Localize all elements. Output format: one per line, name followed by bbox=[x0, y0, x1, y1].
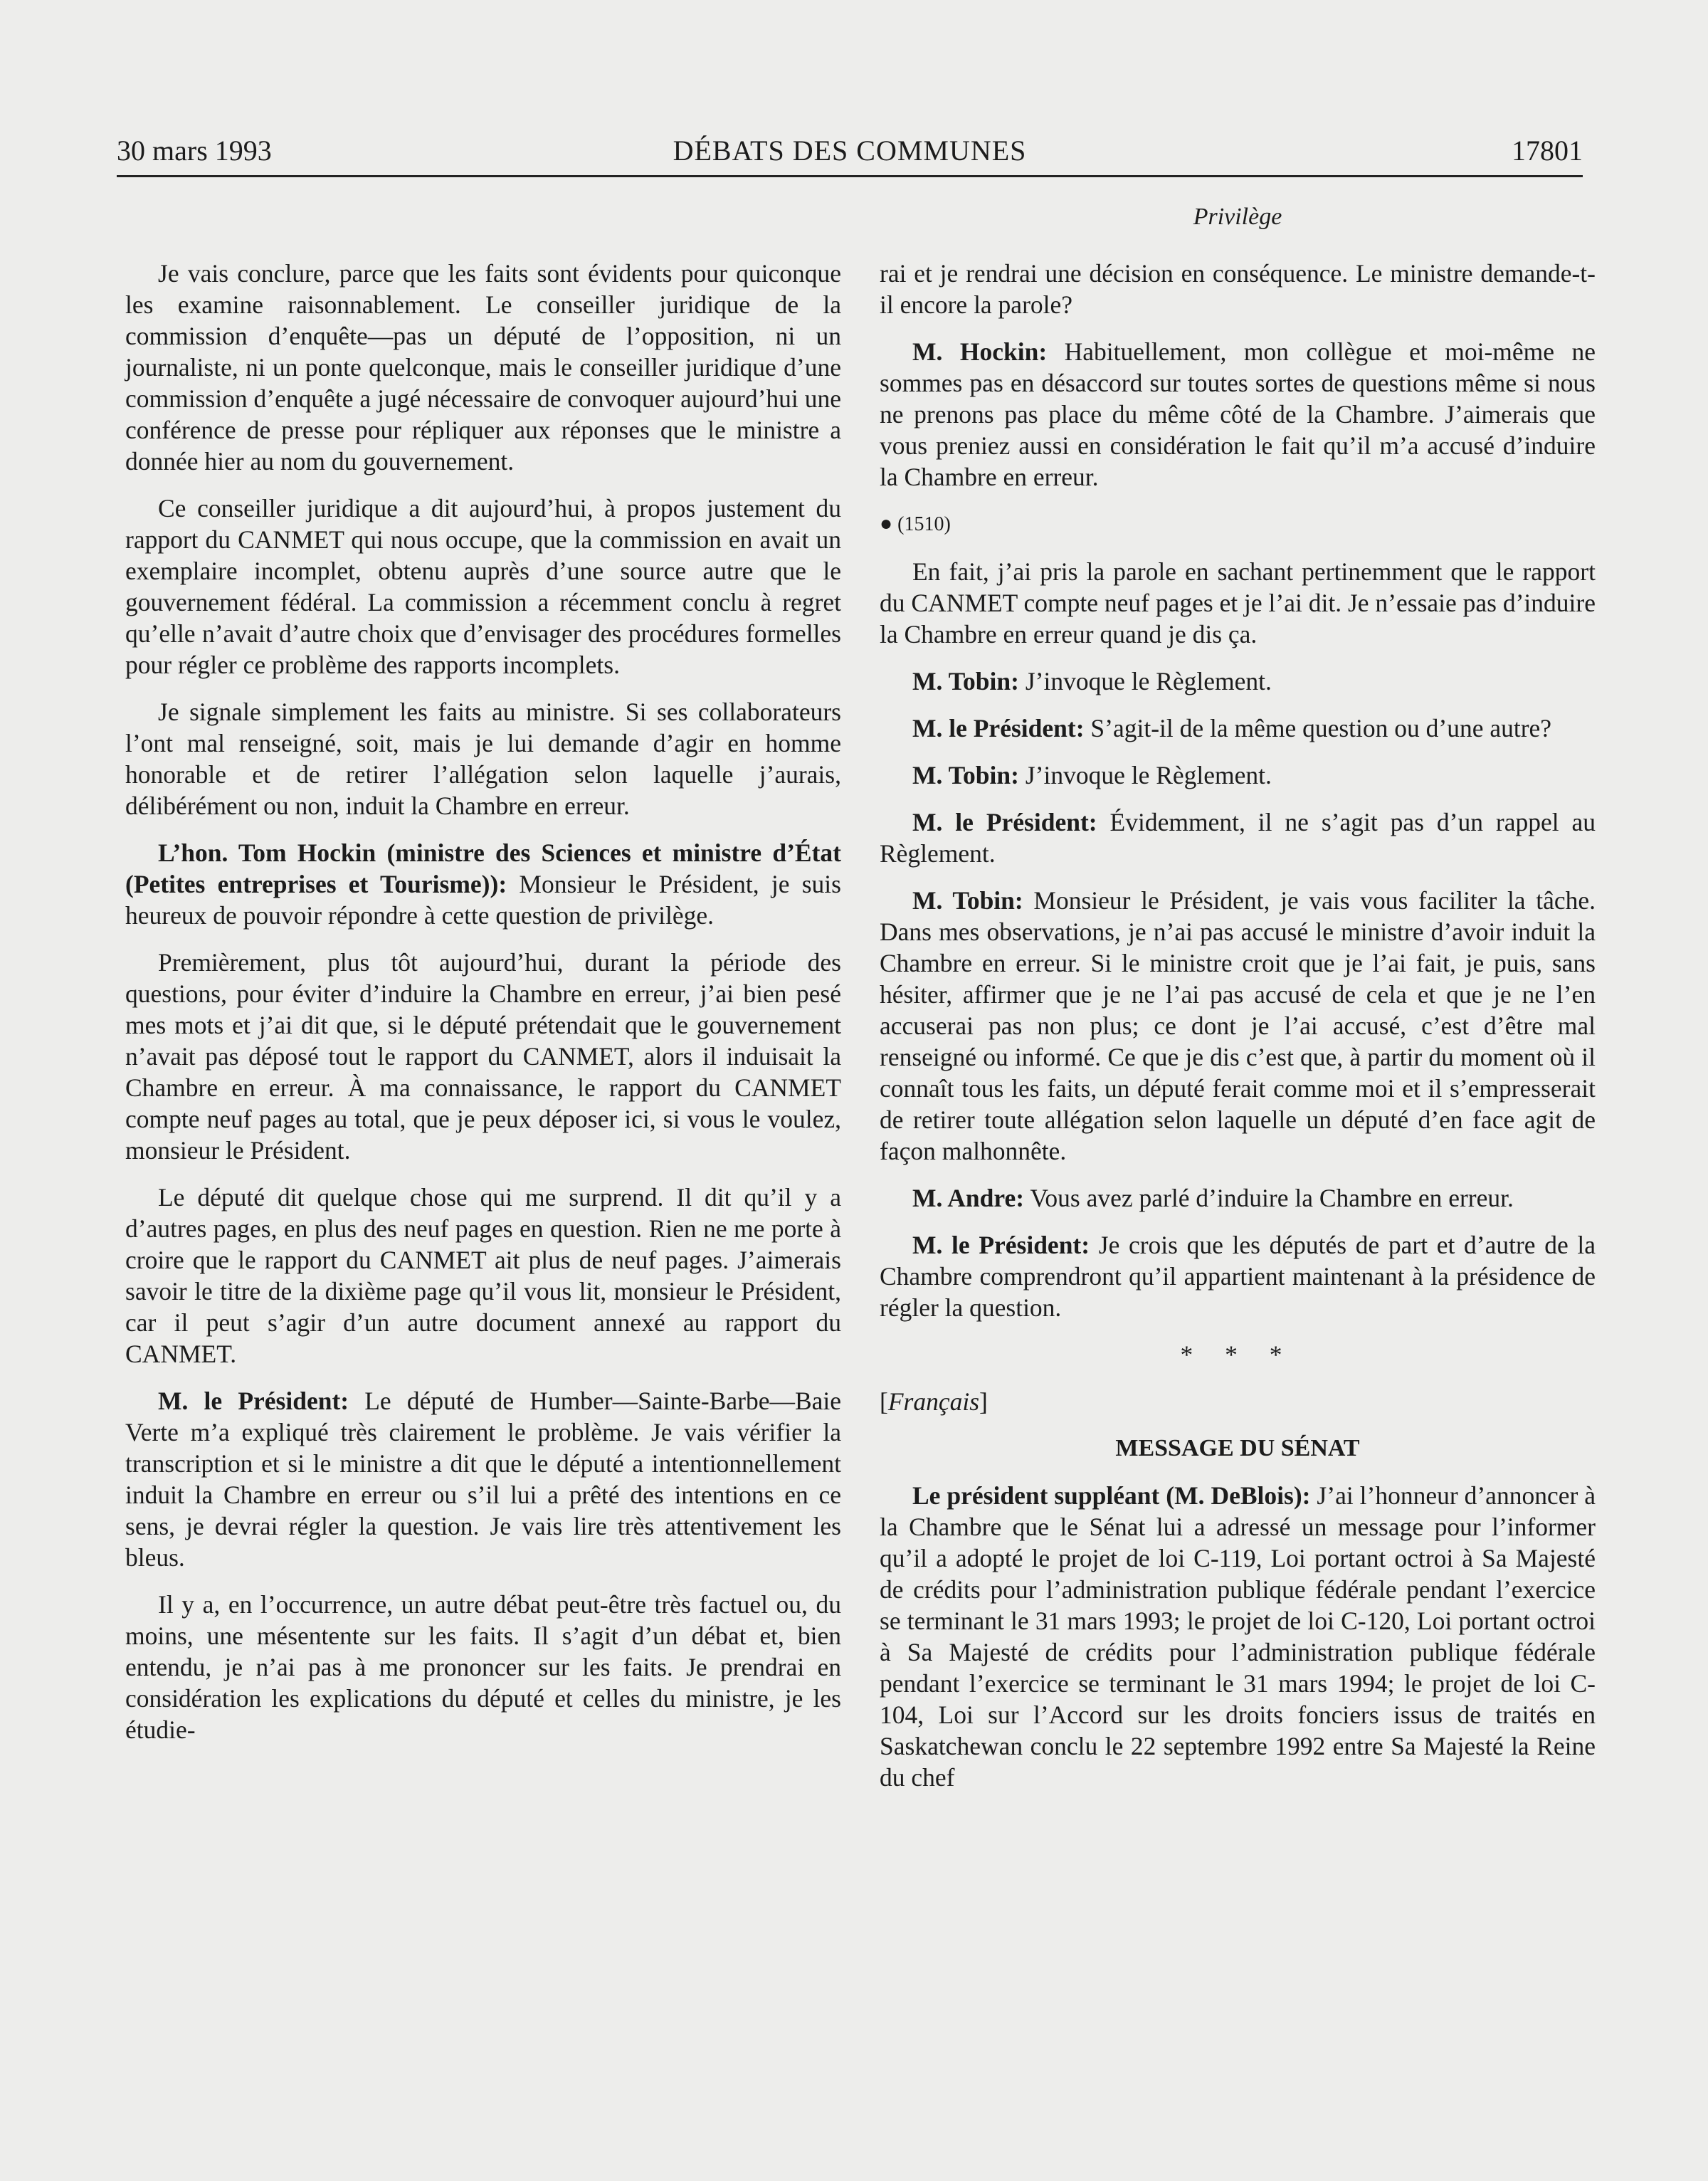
paragraph bbox=[880, 336, 1596, 493]
speaker-name: M. Tobin: bbox=[912, 761, 1019, 789]
paragraph-text: Habituellement, mon collègue et moi-même ne sommes pas en désaccord sur toutes sortes de questions même si nous ne prenons pas place du même côté de la Chambre. J’aimerais que vous preniez aussi en considération le fait qu’il m’a accusé d’induire la Chambre en erreur. bbox=[880, 337, 1596, 491]
section-heading: MESSAGE DU SÉNAT bbox=[1115, 1435, 1360, 1461]
bracket-close: ] bbox=[979, 1387, 988, 1416]
section-separator: * * * bbox=[1180, 1340, 1295, 1369]
paragraph-text: Évidemment, il ne s’agit pas d’un rappel au Règlement. bbox=[880, 808, 1596, 868]
paragraph bbox=[125, 258, 841, 477]
paragraph-text: Premièrement, plus tôt aujourd’hui, durant la période des questions, pour éviter d’induire la Chambre en erreur, j’ai bien pesé mes mots et j’ai dit que, si le député prétendait que le gouvernement n’avait pas déposé tout le rapport du CANMET, alors il induisait la Chambre en erreur. À ma connaissance, le rapport du CANMET compte neuf pages au total, que je peux déposer ici, si vous le voulez, monsieur le Président. bbox=[125, 948, 841, 1165]
speaker-name: M. Tobin: bbox=[912, 886, 1023, 915]
paragraph bbox=[125, 493, 841, 680]
paragraph-text: J’ai l’honneur d’annoncer à la Chambre que le Sénat lui a adressé un message pour l’informer qu’il a adopté le projet de loi C-119, Loi portant octroi à Sa Majesté de crédits pour l’administration publique fédérale pendant l’exercice se terminant le 31 mars 1993; le projet de loi C-120, Loi portant octroi à Sa Majesté de crédits pour l’administration publique fédérale pendant l’exercice se terminant le 31 mars 1994; le projet de loi C-104, Loi sur l’Accord sur les droits fonciers issus de traités en Saskatchewan conclu le 22 septembre 1992 entre Sa Majesté la Reine du chef bbox=[880, 1481, 1596, 1792]
paragraph bbox=[125, 947, 841, 1166]
paragraph-text: Vous avez parlé d’induire la Chambre en erreur. bbox=[1024, 1184, 1514, 1212]
time-marker bbox=[880, 508, 1596, 540]
paragraph bbox=[880, 556, 1596, 650]
paragraph bbox=[125, 1182, 841, 1370]
paragraph bbox=[880, 1229, 1596, 1323]
paragraph-text: Le député de Humber—Sainte-Barbe—Baie Verte m’a expliqué très clairement le problème. Je vais vérifier la transcription et si le ministre a dit que le député a intentionnellement induit la Chambre en erreur ou s’il lui a prêté des intentions en ce sens, je devrai régler la question. Je vais lire très attentivement les bleus. bbox=[125, 1387, 842, 1572]
language-marker bbox=[880, 1386, 1596, 1417]
paragraph bbox=[880, 666, 1596, 697]
paragraph bbox=[880, 1182, 1596, 1214]
paragraph bbox=[880, 713, 1596, 744]
paragraph bbox=[880, 1480, 1596, 1793]
paragraph-text: rai et je rendrai une décision en conséquence. Le ministre demande-t-il encore la parole? bbox=[880, 259, 1596, 319]
speaker-name: M. Tobin: bbox=[912, 667, 1019, 695]
header-title: DÉBATS DES COMMUNES bbox=[673, 135, 1027, 167]
time-marker-text: (1510) bbox=[897, 513, 951, 535]
paragraph bbox=[880, 885, 1596, 1167]
speaker-name: M. le Président: bbox=[912, 808, 1097, 836]
paragraph-text: En fait, j’ai pris la parole en sachant pertinemment que le rapport du CANMET compte neuf pages et je l’ai dit. Je n’essaie pas d’induire la Chambre en erreur quand je dis ça. bbox=[880, 557, 1596, 648]
paragraph-text: Je signale simplement les faits au ministre. Si ses collaborateurs l’ont mal renseigné, soit, mais je lui demande d’agir en homme honorable et de retirer l’allégation selon laquelle j’aurais, délibérément ou non, induit la Chambre en erreur. bbox=[125, 698, 841, 820]
language-name: Français bbox=[887, 1387, 980, 1416]
speaker-name: M. le Président: bbox=[912, 1231, 1090, 1259]
left-column bbox=[125, 258, 841, 1761]
paragraph-text: Il y a, en l’occurrence, un autre débat peut-être très factuel ou, du moins, une mésentente sur les faits. Il s’agit d’un débat et, bien entendu, je n’ai pas à me prononcer sur les faits. Je prendrai en considération les explications du député et celles du ministre, je les étudie- bbox=[125, 1590, 841, 1744]
right-column bbox=[880, 258, 1596, 1809]
paragraph-text: Monsieur le Président, je vais vous faciliter la tâche. Dans mes observations, je n’ai pas accusé le ministre d’avoir induit la Chambre en erreur. Si le ministre croit que je l’ai fait, je puis, sans hésiter, affirmer que je ne l’ai pas accusé de cela et que je ne l’en accuserai pas non plus; ce dont je l’ai accusé, c’est d’être mal renseigné ou informé. Ce que je dis c’est que, à partir du moment où il connaît tous les faits, un député ferait comme moi et il s’empresserait de retirer toute allégation selon laquelle un député d’en face agit de façon malhonnête. bbox=[880, 886, 1596, 1165]
header-page-number: 17801 bbox=[1512, 135, 1583, 167]
speaker-name: M. Andre: bbox=[912, 1184, 1025, 1212]
page-header bbox=[117, 132, 1583, 177]
paragraph-text: Je vais conclure, parce que les faits sont évidents pour quiconque les examine raisonnablement. Le conseiller juridique de la commission d’enquête—pas un député de l’opposition, ni un journaliste, ni un ponte quelconque, mais le conseiller juridique d’une commission d’enquête a jugé nécessaire de convoquer aujourd’hui une conférence de presse pour répliquer aux réponses que le ministre a donnée hier au nom du gouvernement. bbox=[125, 259, 841, 475]
section-rubric: Privilège bbox=[1193, 204, 1282, 230]
speaker-name: M. Hockin: bbox=[912, 337, 1048, 366]
speaker-name: M. le Président: bbox=[158, 1387, 349, 1415]
bracket-open: [ bbox=[880, 1387, 888, 1416]
continuation-paragraph bbox=[880, 258, 1596, 320]
paragraph-text: J’invoque le Règlement. bbox=[1018, 667, 1272, 695]
paragraph bbox=[125, 1589, 841, 1745]
paragraph-text: Monsieur le Président, je suis heureux de pouvoir répondre à cette question de privilège. bbox=[125, 870, 841, 930]
paragraph bbox=[880, 806, 1596, 869]
header-date: 30 mars 1993 bbox=[117, 135, 272, 167]
paragraph bbox=[125, 1385, 841, 1573]
speaker-name: L’hon. Tom Hockin (ministre des Sciences et ministre d’État (Petites entreprises et Tourisme)): bbox=[125, 839, 841, 898]
paragraph bbox=[880, 760, 1596, 791]
bullet-icon: ● bbox=[880, 512, 893, 535]
speaker-name: Le président suppléant (M. DeBlois): bbox=[912, 1481, 1311, 1510]
paragraph bbox=[125, 837, 841, 931]
speaker-name: M. le Président: bbox=[912, 714, 1085, 742]
paragraph-text: Je crois que les députés de part et d’autre de la Chambre comprendront qu’il appartient maintenant à la présidence de régler la question. bbox=[880, 1231, 1596, 1322]
paragraph-text: Ce conseiller juridique a dit aujourd’hui, à propos justement du rapport du CANMET qui nous occupe, que la commission en avait un exemplaire incomplet, obtenu auprès d’une source autre que le gouvernement fédéral. La commission a récemment conclu à regret qu’elle n’avait d’autre choix que d’envisager des procédures formelles pour régler ce problème des rapports incomplets. bbox=[125, 494, 841, 679]
paragraph-text: S’agit-il de la même question ou d’une autre? bbox=[1084, 714, 1552, 742]
paragraph-text: J’invoque le Règlement. bbox=[1018, 761, 1272, 789]
paragraph-text: Le député dit quelque chose qui me surprend. Il dit qu’il y a d’autres pages, en plus des neuf pages en question. Rien ne me porte à croire que le rapport du CANMET ait plus de neuf pages. J’aimerais savoir le titre de la dixième page qu’il vous lit, monsieur le Président, car il peut s’agir d’un autre document annexé au rapport du CANMET. bbox=[125, 1183, 841, 1368]
paragraph bbox=[125, 696, 841, 821]
